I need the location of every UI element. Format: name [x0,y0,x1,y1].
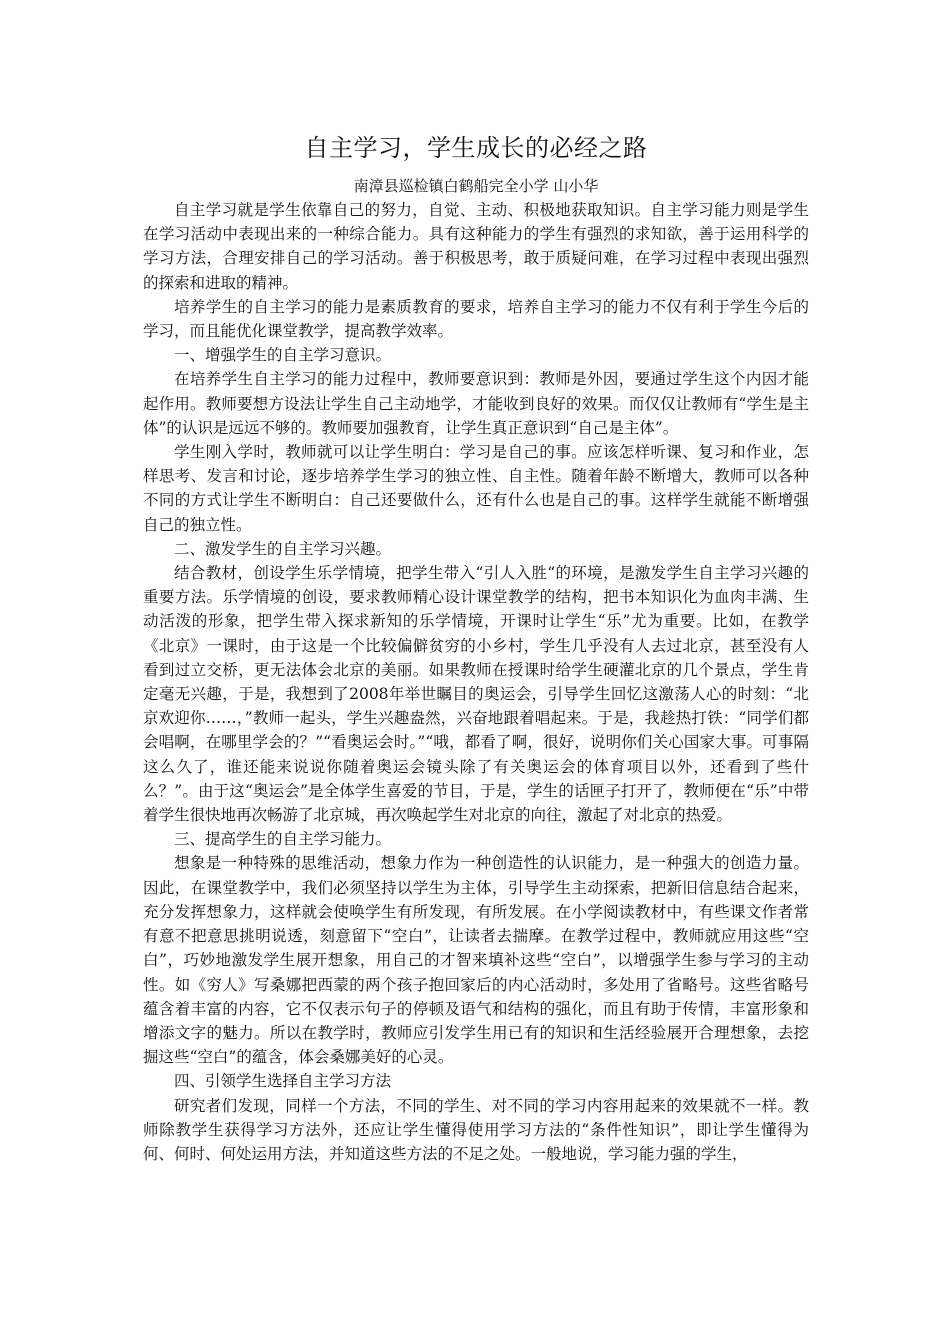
author-byline: 南漳县巡检镇白鹤船完全小学 山小华 [353,177,599,195]
paragraph-section-2: 结合教材，创设学生乐学情境，把学生带入“引人入胜“的环境，是激发学生自主学习兴趣的重要方法。乐学情境的创设，要求教师精心设计课堂教学的结构，把书本知识化为血肉丰满、生动活泼的形象，把学生带入探求新知的乐学情境，开课时让学生“乐”尤为重要。比如，在教学《北京》一课时，由于这是一个比较偏僻贫穷的小乡村，学生几乎没有人去过北京，甚至没有人看到过立交桥，更无法体会北京的美丽。如果教师在授课时给学生硬灌北京的几个景点，学生肯定毫无兴趣，于是，我想到了2008年举世瞩目的奥运会，引导学生回忆这激荡人心的时刻：“北京欢迎你……，”教师一起头，学生兴趣盎然，兴奋地跟着唱起来。于是，我趁热打铁：“同学们都会唱啊，在哪里学会的？”“看奥运会时。”“哦，都看了啊，很好，说明你们关心国家大事。可事隔这么久了，谁还能来说说你随着奥运会镜头除了有关奥运会的体育项目以外，还看到了些什么？”。由于这“奥运会”是全体学生喜爱的节目，于是，学生的话匣子打开了，教师便在“乐”中带着学生很快地再次畅游了北京城，再次唤起学生对北京的向往，激起了对北京的热爱。 [143,564,809,825]
document-page [143,128,809,1166]
paragraph-section-1b: 学生刚入学时，教师就可以让学生明白：学习是自己的事。应该怎样听课、复习和作业，怎样思考、发言和讨论，逐步培养学生学习的独立性、自主性。随着年龄不断增大，教师可以各种不同的方式让学生不断明白：自己还要做什么，还有什么也是自己的事。这样学生就能不断增强自己的独立性。 [143,443,809,534]
section-heading-4: 四、引领学生选择自主学习方法 [174,1072,392,1091]
paragraph-purpose: 培养学生的自主学习的能力是素质教育的要求，培养自主学习的能力不仅有利于学生今后的学习，而且能优化课堂教学，提高教学效率。 [143,297,809,341]
section-heading-1: 一、增强学生的自主学习意识。 [174,346,392,365]
document-title: 自主学习，学生成长的必经之路 [304,134,648,162]
paragraph-section-4: 研究者们发现，同样一个方法，不同的学生、对不同的学习内容用起来的效果就不一样。教师除教学生获得学习方法外，还应让学生懂得使用学习方法的“条件性知识”，即让学生懂得为何、何时、何处运用方法，并知道这些方法的不足之处。一般地说，学习能力强的学生， [143,1096,809,1163]
paragraph-intro: 自主学习就是学生依靠自己的努力，自觉、主动、积极地获取知识。自主学习能力则是学生在学习活动中表现出来的一种综合能力。具有这种能力的学生有强烈的求知欲，善于运用科学的学习方法，合理安排自己的学习活动。善于积极思考，敢于质疑问难，在学习过程中表现出强烈的探索和进取的精神。 [143,201,809,292]
section-heading-3: 三、提高学生的自主学习能力。 [174,830,392,849]
paragraph-section-3: 想象是一种特殊的思维活动，想象力作为一种创造性的认识能力，是一种强大的创造力量。因此，在课堂教学中，我们必须坚持以学生为主体，引导学生主动探索，把新旧信息结合起来，充分发挥想象力，这样就会使唤学生有所发现，有所发展。在小学阅读教材中，有些课文作者常有意不把意思挑明说透，刻意留下“空白”，让读者去揣摩。在教学过程中，教师就应用这些“空白”，巧妙地激发学生展开想象，用自己的才智来填补这些“空白”，以增强学生参与学习的主动性。如《穷人》写桑娜把西蒙的两个孩子抱回家后的内心活动时，多处用了省略号。这些省略号蕴含着丰富的内容，它不仅表示句子的停顿及语气和结构的强化，而且有助于传情，丰富形象和增添文字的魅力。所以在教学时，教师应引发学生用已有的知识和生活经验展开合理想象，去挖掘这些“空白”的蕴含，体会桑娜美好的心灵。 [143,854,809,1067]
paragraph-section-1a: 在培养学生自主学习的能力过程中，教师要意识到：教师是外因，要通过学生这个内因才能起作用。教师要想方设法让学生自己主动地学，才能收到良好的效果。而仅仅让教师有“学生是主体”的认识是远远不够的。教师要加强教育，让学生真正意识到“自己是主体”。 [143,370,809,437]
section-heading-2: 二、激发学生的自主学习兴趣。 [174,539,392,558]
